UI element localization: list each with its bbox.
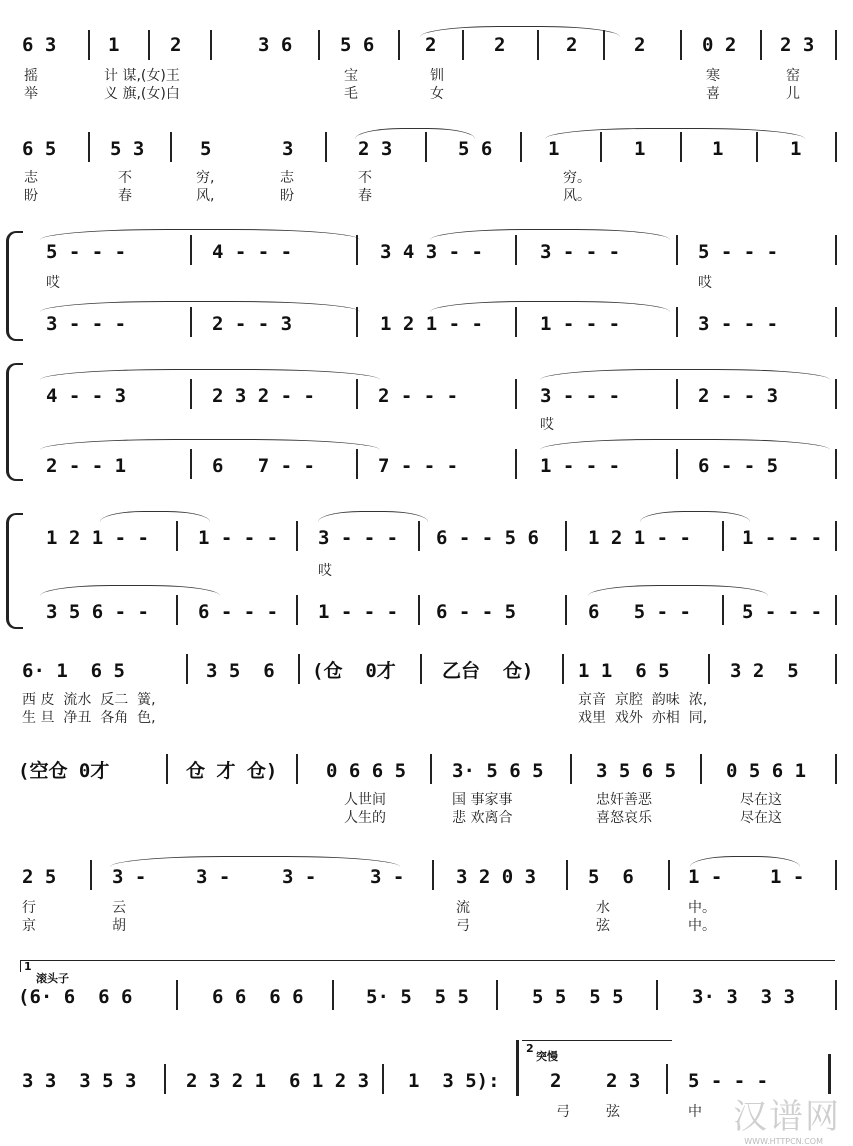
note-group: 1 2 1 - - [588, 527, 691, 549]
note-group: 1 - - - [198, 527, 279, 549]
note-group: 乙台 仓) [442, 660, 534, 682]
section-label: 滚头子 [36, 972, 69, 985]
score-row-9 [0, 960, 853, 1020]
note-group: 3 - [282, 866, 317, 888]
lyric: 喜怒哀乐 [596, 810, 652, 826]
note-group: 3 - - - [540, 385, 621, 407]
note-group: 2 [566, 34, 578, 56]
note-group: 6 - - - [198, 601, 279, 623]
note-group: 2 5 [22, 866, 57, 888]
lyric: 寒 [706, 68, 720, 84]
lyric: 哎 [318, 563, 332, 579]
lyric: 中。 [688, 918, 716, 934]
note-group: 6 5 [22, 138, 57, 160]
note-group: 3 2 0 3 [456, 866, 537, 888]
lyric: 弦 [596, 918, 610, 934]
lyric: 志 [280, 170, 294, 186]
note-group: 1 2 1 - - [46, 527, 149, 549]
lyric: 中。 [688, 900, 716, 916]
note-group: 6 3 [22, 34, 57, 56]
lyric: 京音 京腔 韵味 浓, [578, 692, 708, 708]
lyric: 春 [118, 188, 132, 204]
score-row-7 [0, 752, 853, 842]
note-group: 2 [170, 34, 182, 56]
score-row-4 [0, 355, 853, 485]
note-group: 6 7 - - [212, 455, 315, 477]
score-row-8 [0, 860, 853, 940]
note-group: 1 1 6 5 [578, 660, 670, 682]
lyric: 举 [24, 86, 38, 102]
note-group: 2 3 2 1 6 1 2 3 [186, 1070, 370, 1092]
note-group: 1 [790, 138, 802, 160]
note-group: 3 3 3 5 3 [22, 1070, 137, 1092]
lyric: 弦 [606, 1104, 620, 1120]
lyric: 志 [24, 170, 38, 186]
lyric: 弓 [456, 918, 470, 934]
note-group: 2 [494, 34, 506, 56]
lyric: 哎 [698, 275, 712, 291]
note-group: 6· 1 6 5 [22, 660, 125, 682]
note-group: 2 - - - [378, 385, 459, 407]
volta-number: 1 [24, 960, 32, 973]
lyric: 哎 [46, 275, 60, 291]
note-group: 2 [550, 1070, 562, 1092]
lyric: 云 [112, 900, 126, 916]
tempo-marking: 突慢 [536, 1050, 558, 1063]
note-group: 3 4 3 - - [380, 241, 483, 263]
note-group: 5 6 [458, 138, 493, 160]
lyric: 京 [22, 918, 36, 934]
lyric: 水 [596, 900, 610, 916]
lyric: 宝 [344, 68, 358, 84]
note-group: 1 [634, 138, 646, 160]
volta-number: 2 [526, 1042, 534, 1055]
note-group: 6 - - 5 [698, 455, 779, 477]
note-group: 0 6 6 5 [326, 760, 407, 782]
note-group: 2 3 [606, 1070, 641, 1092]
note-group: 2 [634, 34, 646, 56]
lyric: 人生的 [344, 810, 386, 826]
note-group: 1 [548, 138, 560, 160]
note-group: 3 5 6 5 [596, 760, 677, 782]
lyric: 喜 [706, 86, 720, 102]
lyric: 生 旦 净丑 各角 色, [22, 710, 156, 726]
note-group: 1 [108, 34, 120, 56]
note-group: 5 6 [340, 34, 375, 56]
lyric: 计 谋,(女)王 [104, 68, 180, 84]
score-row-2 [0, 132, 853, 212]
note-group: 2 [425, 34, 437, 56]
note-group: 3 - - - [540, 241, 621, 263]
note-group: 1 2 1 - - [380, 313, 483, 335]
note-group: 5 - - - [46, 241, 127, 263]
note-group: 7 - - - [378, 455, 459, 477]
score-row-3 [0, 225, 853, 345]
watermark-url: WWW.HTTPCN.COM [744, 1137, 823, 1146]
lyric: 女 [430, 86, 444, 102]
lyric: 春 [358, 188, 372, 204]
lyric: 盼 [24, 188, 38, 204]
lyric: 毛 [344, 86, 358, 102]
note-group: 5 - - - [688, 1070, 769, 1092]
note-group: 1 - - - [742, 527, 823, 549]
note-group: (空仓 0才 [18, 760, 110, 782]
lyric: 儿 [786, 86, 800, 102]
score-row-1 [0, 30, 853, 110]
note-group: 3 - [370, 866, 405, 888]
lyric: 不 [118, 170, 132, 186]
score-row-6 [0, 650, 853, 740]
note-group: 6 - - 5 6 [436, 527, 539, 549]
lyric: 忠奸善恶 [596, 792, 652, 808]
note-group: 2 3 [358, 138, 393, 160]
note-group: 仓 才 仓) [186, 760, 278, 782]
note-group: 2 3 2 - - [212, 385, 315, 407]
note-group: 5 - - - [698, 241, 779, 263]
note-group: 5 [200, 138, 212, 160]
note-group: 5 6 [588, 866, 634, 888]
note-group: 3 6 [258, 34, 293, 56]
lyric: 戏里 戏外 亦相 同, [578, 710, 708, 726]
watermark-logo: 汉谱网 [733, 1097, 841, 1137]
note-group: 1 3 5): [408, 1070, 500, 1092]
note-group: 3· 3 3 3 [692, 986, 795, 1008]
note-group: 4 - - - [212, 241, 293, 263]
note-group: 3 2 5 [730, 660, 799, 682]
lyric: 国 事家事 [452, 792, 513, 808]
lyric: 人世间 [344, 792, 386, 808]
lyric: 穷。 [563, 170, 591, 186]
note-group: 1 - [688, 866, 723, 888]
note-group: 5· 5 5 5 [366, 986, 469, 1008]
lyric: 尽在这 [740, 792, 782, 808]
note-group: 1 - [770, 866, 805, 888]
lyric: 行 [22, 900, 36, 916]
note-group: 2 3 [780, 34, 815, 56]
lyric: 盼 [280, 188, 294, 204]
lyric: 风, [196, 188, 215, 204]
note-group: 3 5 6 - - [46, 601, 149, 623]
note-group: 0 2 [702, 34, 737, 56]
note-group: 3 - [112, 866, 147, 888]
note-group: (仓 0才 [312, 660, 396, 682]
note-group: 6 6 6 6 [212, 986, 304, 1008]
lyric: 胡 [112, 918, 126, 934]
lyric: 风。 [563, 188, 591, 204]
note-group: 2 - - 1 [46, 455, 127, 477]
note-group: 6 - - 5 [436, 601, 517, 623]
score-row-5 [0, 505, 853, 635]
note-group: 3· 5 6 5 [452, 760, 544, 782]
lyric: 尽在这 [740, 810, 782, 826]
note-group: 3 - [196, 866, 231, 888]
lyric: 摇 [24, 68, 38, 84]
note-group: 3 5 6 [206, 660, 275, 682]
note-group: 5 3 [110, 138, 145, 160]
lyric: 哎 [540, 417, 554, 433]
note-group: 1 - - - [540, 455, 621, 477]
lyric: 流 [456, 900, 470, 916]
note-group: 2 - - 3 [698, 385, 779, 407]
note-group: 3 - - - [318, 527, 399, 549]
score-row-10 [0, 1040, 853, 1140]
note-group: 1 - - - [318, 601, 399, 623]
note-group: 0 5 6 1 [726, 760, 807, 782]
note-group: 3 [282, 138, 294, 160]
lyric: 义 旗,(女)白 [104, 86, 180, 102]
note-group: 3 - - - [698, 313, 779, 335]
note-group: 2 - - 3 [212, 313, 293, 335]
note-group: 1 - - - [540, 313, 621, 335]
lyric: 穷, [196, 170, 215, 186]
lyric: 窑 [786, 68, 800, 84]
note-group: 4 - - 3 [46, 385, 127, 407]
note-group: 1 [712, 138, 724, 160]
note-group: 3 - - - [46, 313, 127, 335]
note-group: 5 5 5 5 [532, 986, 624, 1008]
lyric: 钏 [430, 68, 444, 84]
lyric: 不 [358, 170, 372, 186]
note-group: 6 5 - - [588, 601, 691, 623]
lyric: 西 皮 流水 反二 簧, [22, 692, 156, 708]
lyric: 弓 [556, 1104, 570, 1120]
note-group: 5 - - - [742, 601, 823, 623]
note-group: (6· 6 6 6 [18, 986, 133, 1008]
lyric: 悲 欢离合 [452, 810, 513, 826]
lyric: 中 [688, 1104, 702, 1120]
